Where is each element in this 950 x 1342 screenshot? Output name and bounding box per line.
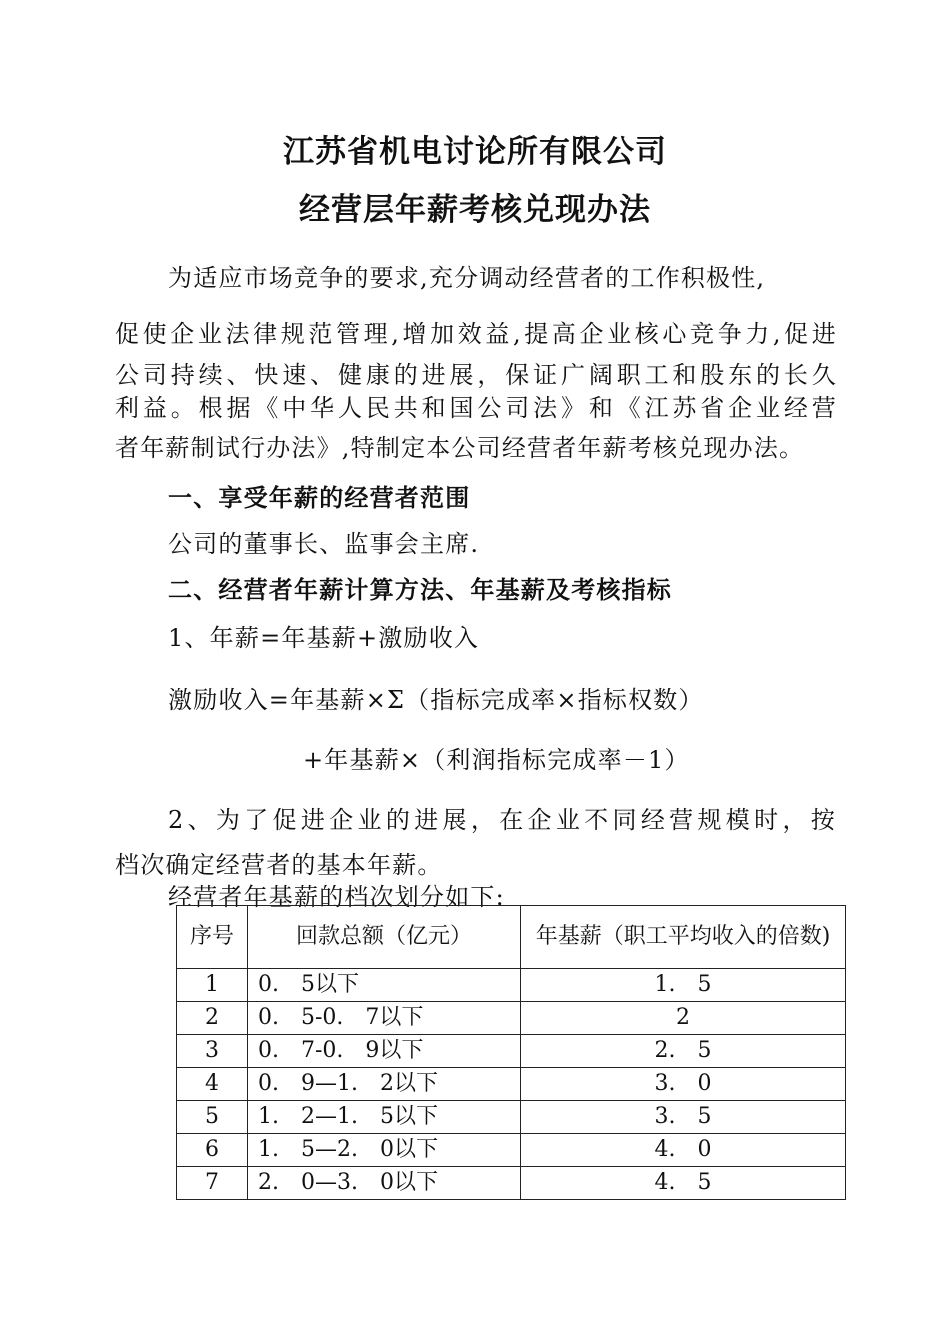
table-row (177, 969, 846, 1002)
header-index: 序号 (177, 906, 248, 969)
row-salary: 4. 0 (521, 1134, 846, 1167)
row-index: 5 (177, 1101, 248, 1134)
row-amount: 1. 5—2. 0以下 (248, 1134, 521, 1167)
header-base-salary: 年基薪（职工平均收入的倍数) (521, 906, 846, 969)
paragraph-intro-line5: 者年薪制试行办法》,特制定本公司经营者年薪考核兑现办法。 (115, 434, 805, 462)
row-salary: 4. 5 (521, 1167, 846, 1200)
row-index: 7 (177, 1167, 248, 1200)
section1-heading: 一、享受年薪的经营者范围 (168, 483, 471, 512)
table-row (177, 1101, 846, 1134)
table-row (177, 1167, 846, 1200)
table-row (177, 1134, 846, 1167)
row-index: 6 (177, 1134, 248, 1167)
table-row (177, 1035, 846, 1068)
row-index: 4 (177, 1068, 248, 1101)
row-amount: 0. 5-0. 7以下 (248, 1002, 521, 1035)
row-amount: 0. 7-0. 9以下 (248, 1035, 521, 1068)
header-collection-amount: 回款总额（亿元） (248, 906, 521, 969)
item2-line2: 档次确定经营者的基本年薪。 (115, 851, 443, 879)
row-salary: 2 (521, 1002, 846, 1035)
row-salary: 2. 5 (521, 1035, 846, 1068)
section2-heading: 二、经营者年薪计算方法、年基薪及考核指标 (168, 575, 672, 604)
row-amount: 0. 9—1. 2以下 (248, 1068, 521, 1101)
table-row (177, 1068, 846, 1101)
paragraph-intro-line2: 促使企业法律规范管理,增加效益,提高企业核心竞争力,促进 (115, 320, 837, 348)
row-amount: 1. 2—1. 5以下 (248, 1101, 521, 1134)
item2-line1: 2、为了促进企业的进展，在企业不同经营规模时，按 (168, 806, 836, 834)
salary-grade-table (176, 905, 846, 1200)
row-salary: 3. 0 (521, 1068, 846, 1101)
document-title-line2: 经营层年薪考核兑现办法 (299, 192, 651, 228)
row-amount: 2. 0—3. 0以下 (248, 1167, 521, 1200)
table-row (177, 1002, 846, 1035)
paragraph-intro-line1: 为适应市场竞争的要求,充分调动经营者的工作积极性, (168, 264, 766, 292)
paragraph-intro-line4: 利益。根据《中华人民共和国公司法》和《江苏省企业经营 (115, 394, 837, 422)
row-index: 3 (177, 1035, 248, 1068)
table-intro: 经营者年基薪的档次划分如下: (168, 883, 505, 911)
row-salary: 1. 5 (521, 969, 846, 1002)
section1-text: 公司的董事长、监事会主席. (168, 530, 480, 558)
item1-text: 1、年薪=年基薪+激励收入 (168, 624, 480, 652)
document-title-line1: 江苏省机电讨论所有限公司 (283, 134, 667, 170)
formula-line1: 激励收入=年基薪×Σ（指标完成率×指标权数） (168, 686, 704, 714)
row-index: 2 (177, 1002, 248, 1035)
row-index: 1 (177, 969, 248, 1002)
paragraph-intro-line3: 公司持续、快速、健康的进展，保证广阔职工和股东的长久 (115, 361, 837, 389)
row-salary: 3. 5 (521, 1101, 846, 1134)
table-header-row (177, 906, 846, 969)
formula-line2: +年基薪×（利润指标完成率－1） (303, 746, 690, 774)
row-amount: 0. 5以下 (248, 969, 521, 1002)
